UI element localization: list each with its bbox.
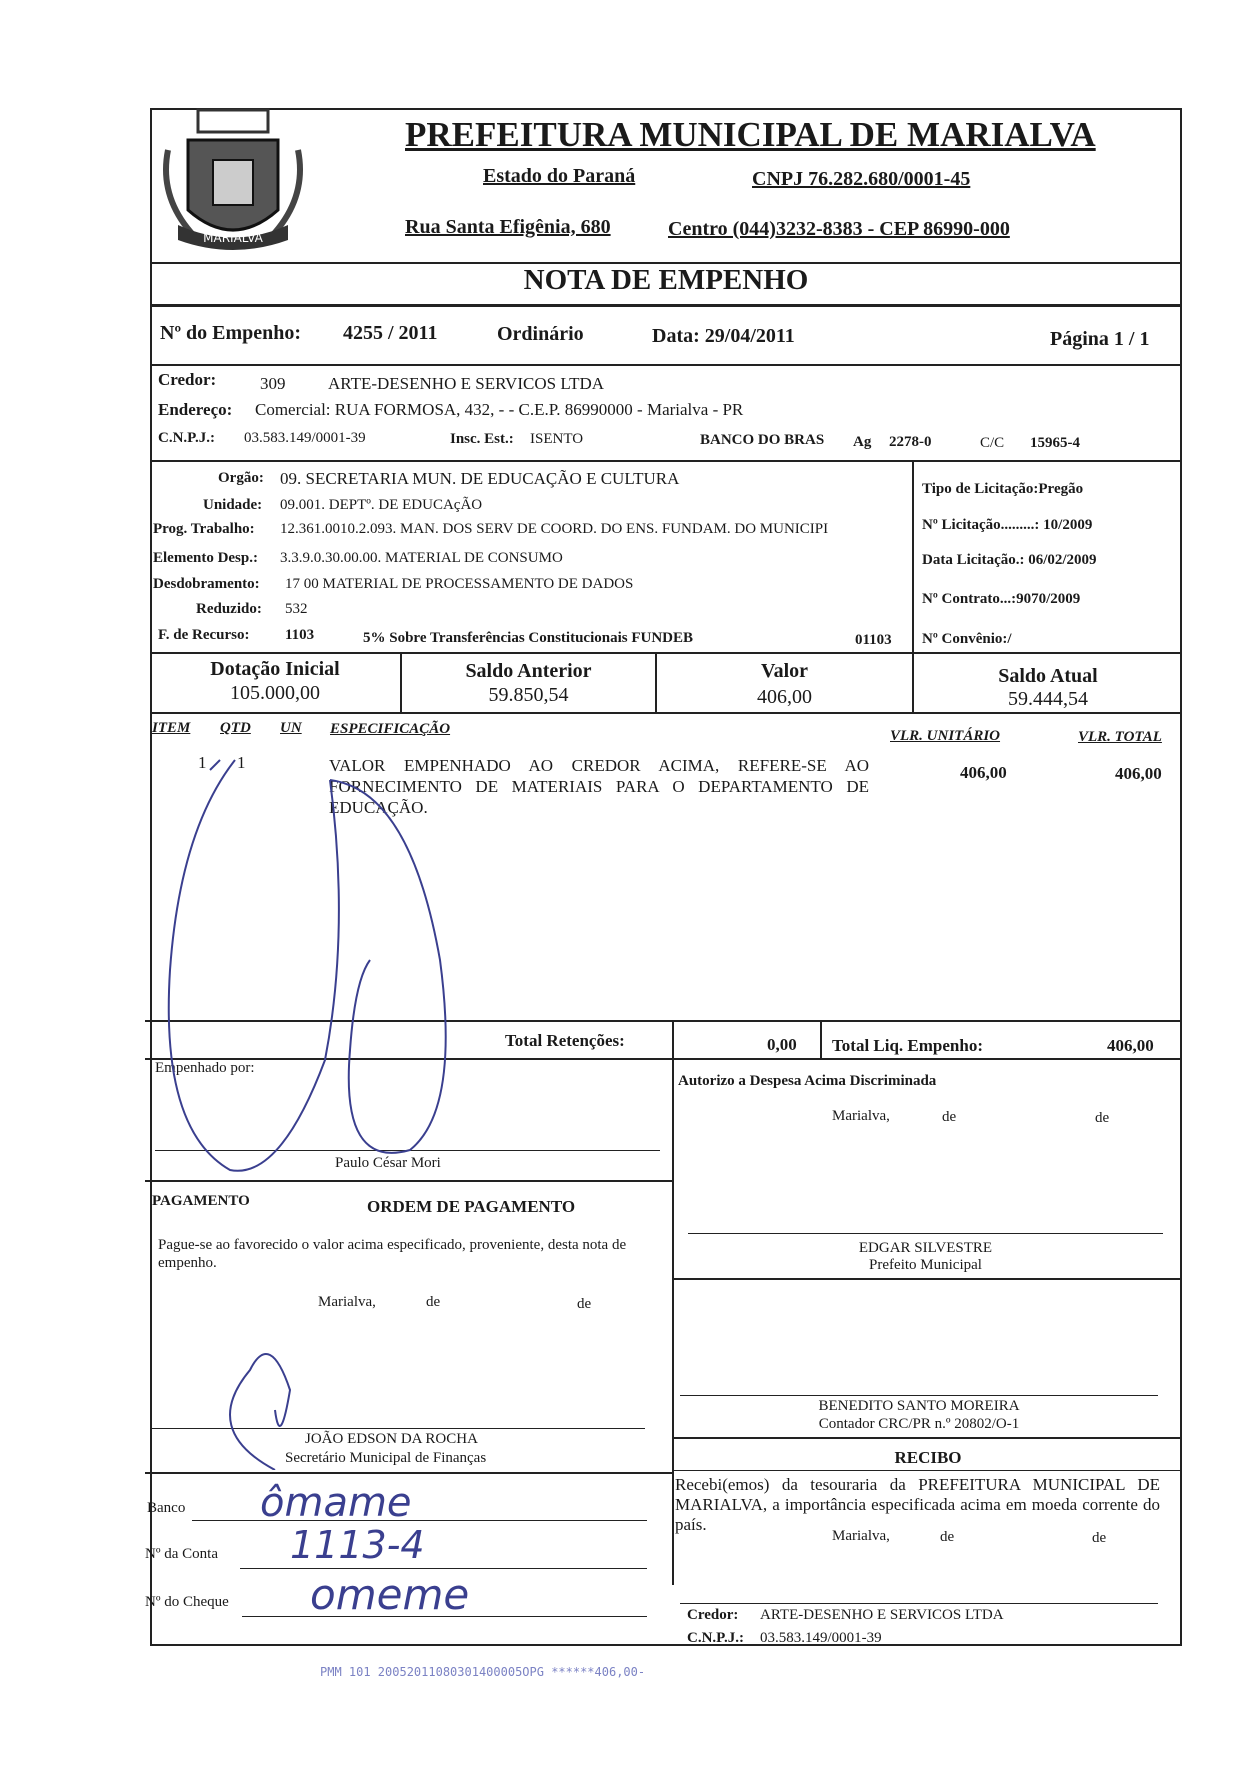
elemento-value: 3.3.9.0.30.00.00. MATERIAL DE CONSUMO — [280, 550, 563, 566]
endereco-value: Comercial: RUA FORMOSA, 432, - - C.E.P. 86990000 - Marialva - PR — [255, 400, 744, 419]
banco-handwritten: ômame — [260, 1480, 412, 1526]
credor-name: ARTE-DESENHO E SERVICOS LTDA — [328, 374, 605, 393]
recurso-desc: 5% Sobre Transferências Constitucionais FUNDEB — [363, 630, 694, 646]
col-vlr-total: VLR. TOTAL — [1078, 729, 1162, 745]
empenho-type: Ordinário — [497, 323, 584, 345]
desdobramento-value: 17 00 MATERIAL DE PROCESSAMENTO DE DADOS — [285, 576, 634, 592]
autorizo-city: Marialva, — [832, 1108, 890, 1124]
empenho-date: Data: 29/04/2011 — [652, 325, 795, 347]
cheque-label: Nº do Cheque — [145, 1594, 229, 1610]
pagamento-city: Marialva, — [318, 1294, 376, 1310]
page-number: Página 1 / 1 — [1050, 328, 1150, 350]
credor-label: Credor: — [158, 370, 217, 389]
item-desc-line2: FORNECIMENTO DE MATERIAIS PARA O DEPARTAMENTO DE — [329, 777, 869, 796]
reduzido-label: Reduzido: — [196, 601, 262, 617]
total-liquido-label: Total Liq. Empenho: — [832, 1036, 983, 1055]
recibo-credor-name: ARTE-DESENHO E SERVICOS LTDA — [760, 1607, 1004, 1623]
saldo-atual-label: Saldo Atual — [998, 665, 1098, 687]
cc-value: 15965-4 — [1030, 435, 1080, 451]
item-total: 406,00 — [1115, 764, 1162, 783]
svg-text:MARIALVA: MARIALVA — [203, 231, 263, 245]
total-liquido-value: 406,00 — [1107, 1036, 1154, 1055]
col-un: UN — [280, 720, 302, 736]
bank-name: BANCO DO BRAS — [700, 432, 825, 448]
ag-label: Ag — [853, 434, 872, 450]
elemento-label: Elemento Desp.: — [153, 550, 258, 566]
header-cnpj: CNPJ 76.282.680/0001-45 — [752, 168, 971, 190]
item-number: 1 — [198, 753, 207, 772]
total-retencoes-label: Total Retenções: — [505, 1031, 625, 1050]
autorizo-label: Autorizo a Despesa Acima Discriminada — [678, 1073, 937, 1089]
orgao-label: Orgão: — [218, 470, 264, 486]
reduzido-value: 532 — [285, 601, 308, 617]
prefeito-role: Prefeito Municipal — [869, 1257, 982, 1273]
cnpj-label: C.N.P.J.: — [158, 430, 215, 446]
item-desc-line1: VALOR EMPENHADO AO CREDOR ACIMA, REFERE-SE AO — [329, 756, 869, 775]
insc-value: ISENTO — [530, 431, 584, 447]
recibo-title: RECIBO — [894, 1448, 962, 1467]
prefeito-name: EDGAR SILVESTRE — [858, 1240, 993, 1256]
valor-value: 406,00 — [757, 686, 812, 708]
prog-label: Prog. Trabalho: — [153, 521, 255, 537]
empenho-number-label: Nº do Empenho: — [160, 322, 302, 344]
header-title: PREFEITURA MUNICIPAL DE MARIALVA — [405, 115, 1096, 154]
document-title: NOTA DE EMPENHO — [523, 264, 809, 296]
recurso-label: F. de Recurso: — [158, 627, 250, 643]
unidade-label: Unidade: — [203, 497, 263, 513]
col-item: ITEM — [152, 720, 191, 736]
empenhado-name: Paulo César Mori — [335, 1155, 441, 1171]
item-desc-line3: EDUCAÇÃO. — [329, 798, 428, 817]
total-retencoes-value: 0,00 — [767, 1035, 797, 1054]
recurso-code: 1103 — [285, 627, 315, 643]
licitacao-numero: Nº Licitação.........: 10/2009 — [922, 517, 1093, 533]
recibo-de2: de — [1092, 1530, 1107, 1546]
pagamento-label: PAGAMENTO — [152, 1193, 250, 1209]
saldo-anterior-label: Saldo Anterior — [465, 660, 592, 682]
item-qtd: 1 — [237, 753, 246, 772]
dotacao-inicial-label: Dotação Inicial — [210, 658, 340, 680]
credor-code: 309 — [260, 374, 286, 393]
header-state: Estado do Paraná — [483, 165, 636, 187]
conta-label: Nº da Conta — [145, 1546, 218, 1562]
autorizo-de2: de — [1095, 1110, 1110, 1126]
unidade-value: 09.001. DEPTº. DE EDUCAçÃO — [280, 497, 483, 513]
dotacao-inicial-value: 105.000,00 — [230, 682, 320, 704]
header-address: Centro (044)3232-8383 - CEP 86990-000 — [668, 218, 1010, 240]
cc-label: C/C — [980, 435, 1005, 451]
col-qtd: QTD — [220, 720, 251, 736]
contador-name: BENEDITO SANTO MOREIRA — [818, 1398, 1020, 1414]
header-street: Rua Santa Efigênia, 680 — [405, 216, 611, 238]
recibo-cnpj-value: 03.583.149/0001-39 — [760, 1630, 882, 1646]
saldo-anterior-value: 59.850,54 — [488, 684, 569, 706]
licitacao-convenio: Nº Convênio:/ — [922, 631, 1012, 647]
endereco-label: Endereço: — [158, 400, 233, 419]
saldo-atual-value: 59.444,54 — [1008, 688, 1088, 710]
col-vlr-unitario: VLR. UNITÁRIO — [890, 728, 1001, 744]
desdobramento-label: Desdobramento: — [153, 576, 260, 592]
municipal-crest — [158, 100, 308, 260]
insc-label: Insc. Est.: — [450, 431, 514, 447]
pagamento-signer-role: Secretário Municipal de Finanças — [285, 1450, 487, 1466]
empenho-number: 4255 / 2011 — [343, 322, 438, 344]
ordem-pagamento-title: ORDEM DE PAGAMENTO — [367, 1197, 576, 1216]
cheque-handwritten: omeme — [310, 1570, 470, 1619]
licitacao-data: Data Licitação.: 06/02/2009 — [922, 552, 1097, 568]
recibo-text: Recebi(emos) da tesouraria da PREFEITURA MUNICIPAL DE MARIALVA, a importância especificada acima em moeda corrente do país. — [675, 1475, 1160, 1534]
recurso-num: 01103 — [855, 632, 892, 648]
handwritten-signature — [150, 750, 650, 1470]
recibo-city: Marialva, — [832, 1528, 890, 1544]
pagamento-de2: de — [577, 1296, 592, 1312]
ag-value: 2278-0 — [889, 434, 932, 450]
recibo-credor-label: Credor: — [687, 1607, 739, 1623]
orgao-value: 09. SECRETARIA MUN. DE EDUCAÇÃO E CULTURA — [280, 469, 680, 488]
contador-role: Contador CRC/PR n.º 20802/O-1 — [818, 1416, 1020, 1432]
conta-handwritten: 1113-4 — [290, 1523, 425, 1567]
recibo-cnpj-label: C.N.P.J.: — [687, 1630, 744, 1646]
col-especificacao: ESPECIFICAÇÃO — [330, 721, 451, 737]
empenhado-label: Empenhado por: — [155, 1060, 255, 1076]
prog-value: 12.361.0010.2.093. MAN. DOS SERV DE COORD. DO ENS. FUNDAM. DO MUNICIPI — [280, 521, 829, 537]
footer-code: PMM 101 20052011080301400005OPG ******406,00- — [320, 1665, 646, 1679]
banco-label: Banco — [147, 1500, 186, 1516]
item-unit-price: 406,00 — [960, 763, 1007, 782]
pagamento-de1: de — [426, 1294, 441, 1310]
pagamento-signer-name: JOÃO EDSON DA ROCHA — [305, 1431, 478, 1447]
licitacao-contrato: Nº Contrato...:9070/2009 — [922, 591, 1081, 607]
valor-label: Valor — [760, 660, 809, 682]
cnpj-value: 03.583.149/0001-39 — [244, 430, 366, 446]
autorizo-de1: de — [942, 1109, 957, 1125]
recibo-de1: de — [940, 1529, 955, 1545]
pagamento-text: Pague-se ao favorecido o valor acima especificado, proveniente, desta nota de empenho. — [158, 1237, 627, 1271]
licitacao-tipo: Tipo de Licitação:Pregão — [922, 481, 1084, 497]
